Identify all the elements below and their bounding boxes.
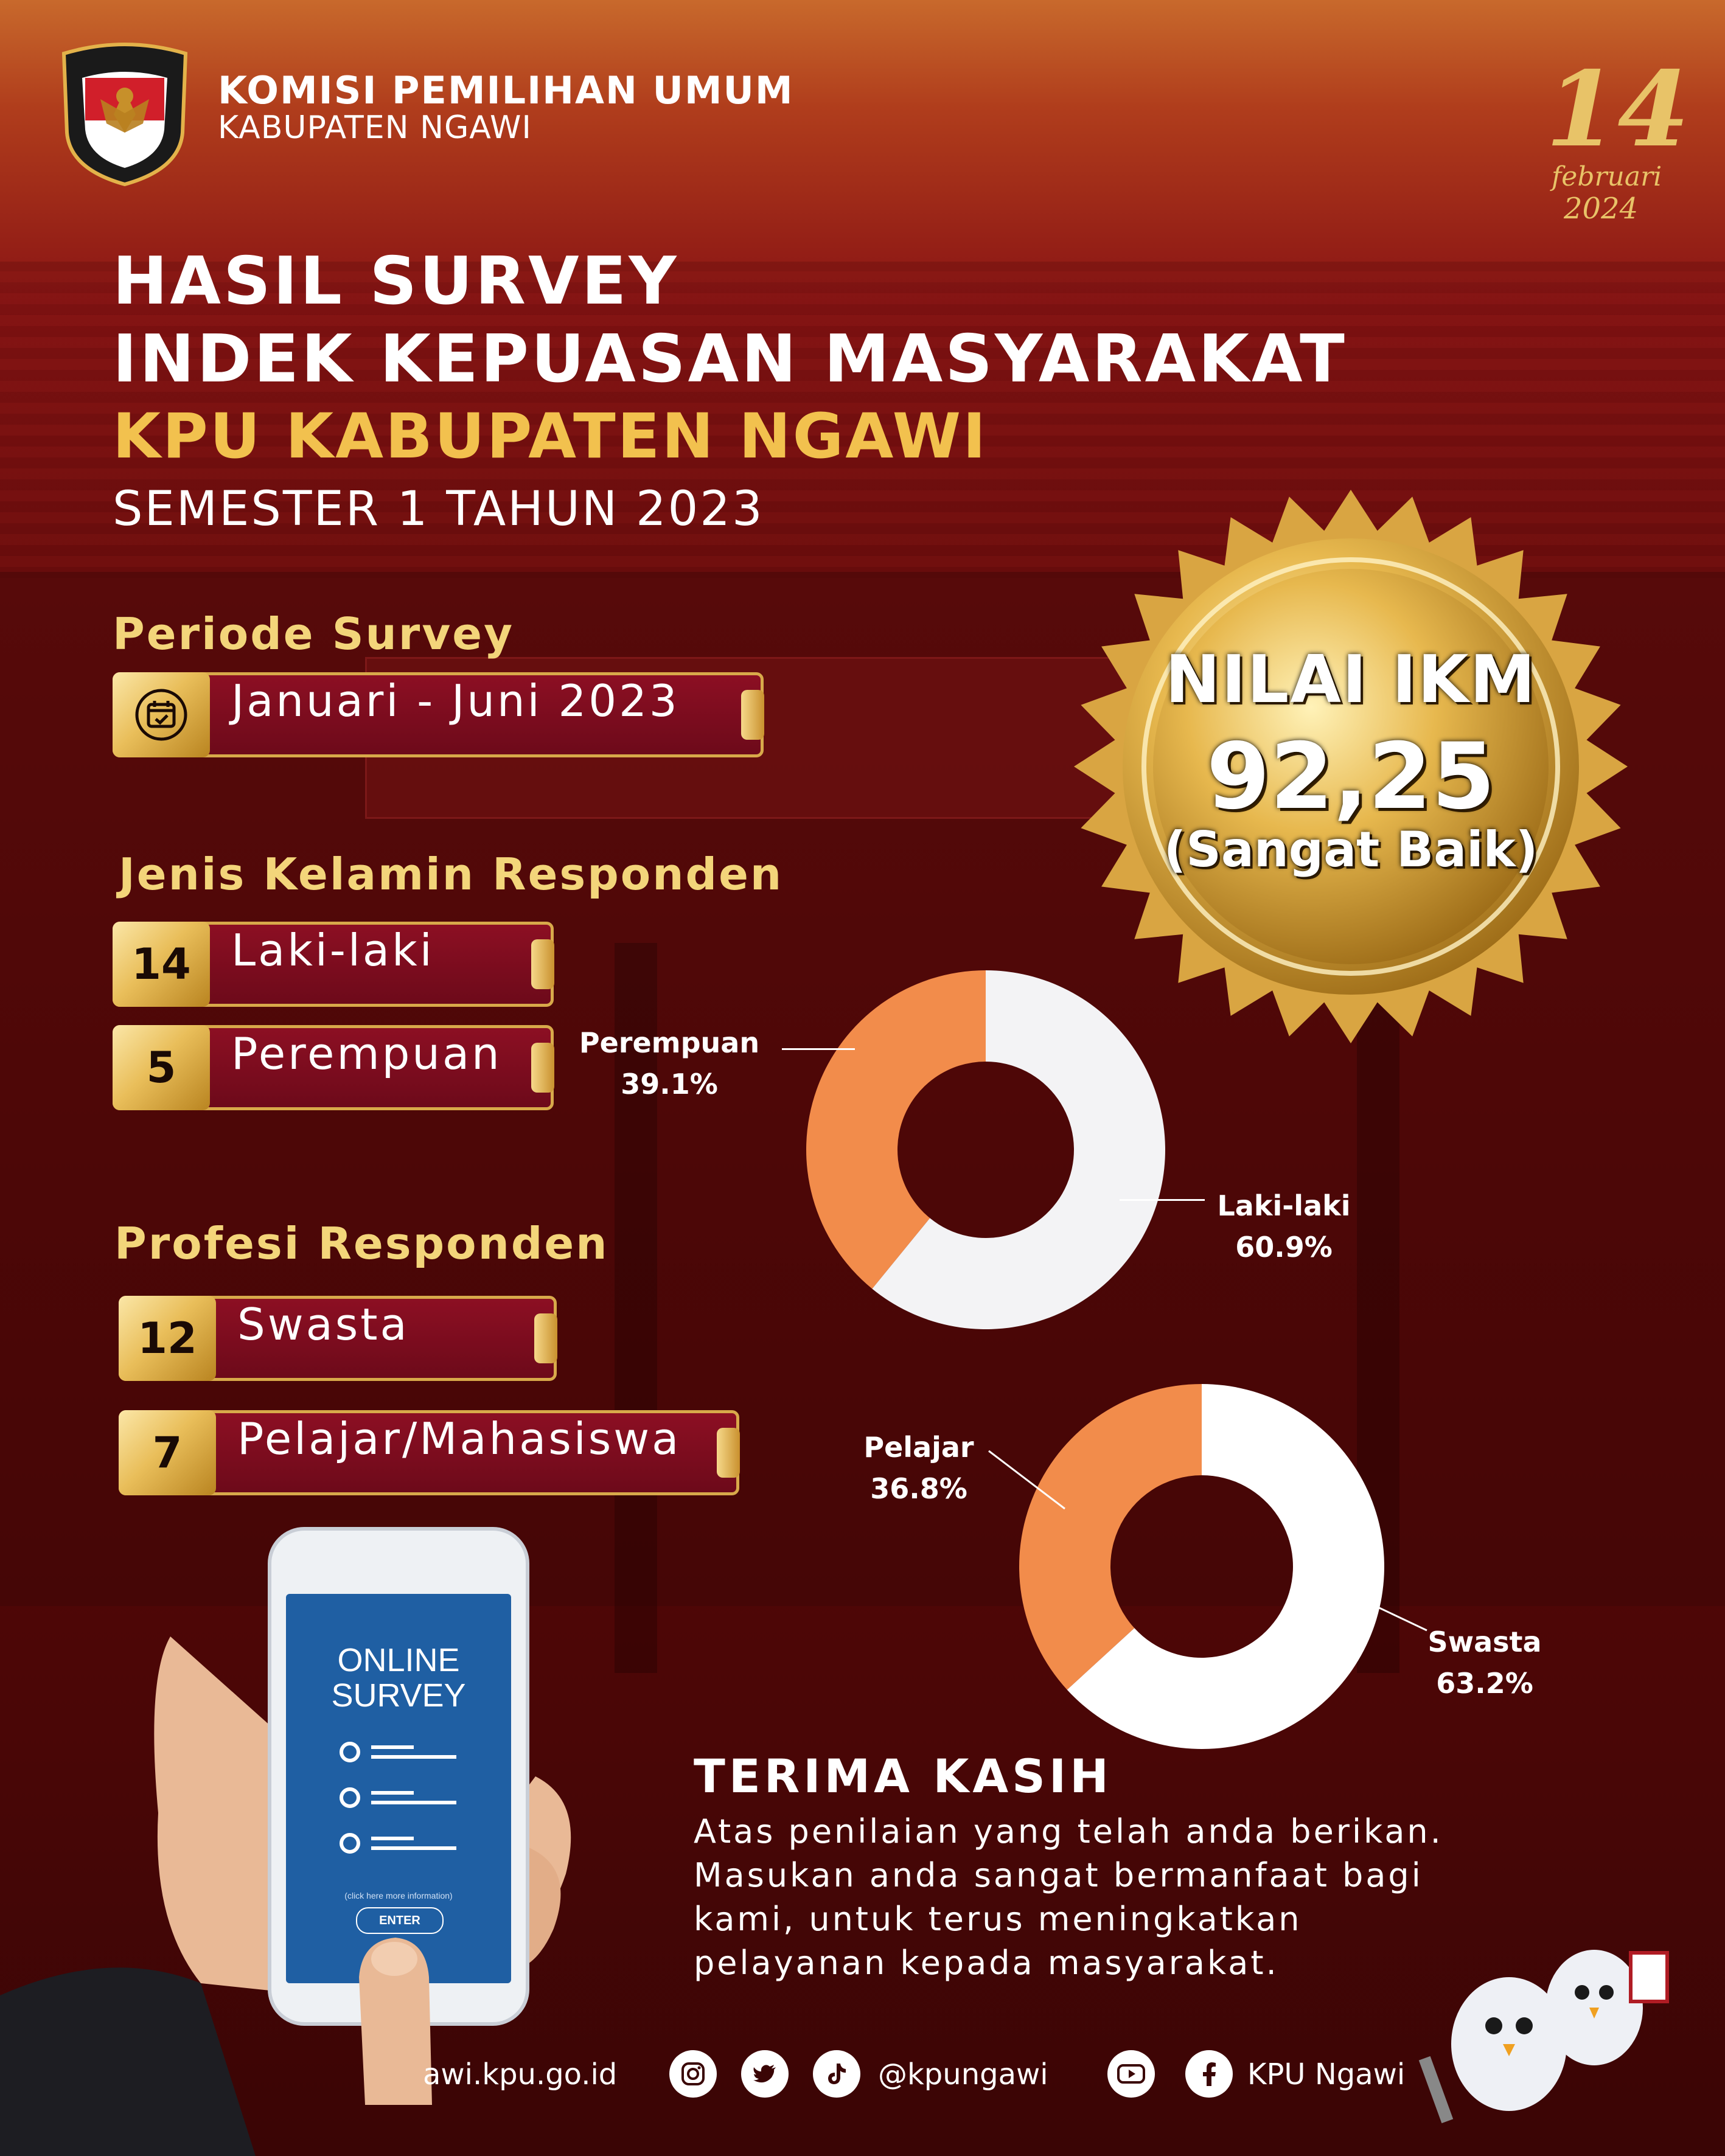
profesi-count-pelajar: 7 — [119, 1410, 216, 1495]
profesi-count-swasta: 12 — [119, 1296, 216, 1381]
ikm-grade: (Sangat Baik) — [1163, 821, 1538, 878]
election-month: februari — [1552, 161, 1662, 192]
youtube-glyph-icon — [1117, 2062, 1146, 2086]
thanks-line-1: Atas penilaian yang telah anda berikan. — [694, 1812, 1443, 1851]
chart1-category-laki: Laki-laki — [1217, 1189, 1351, 1222]
profesi-label-swasta: Swasta — [237, 1299, 409, 1350]
footer-handle[interactable]: @kpungawi — [878, 2057, 1048, 2092]
thanks-heading: TERIMA KASIH — [694, 1749, 1112, 1803]
chart2-value-swasta: 63.2% — [1436, 1667, 1533, 1700]
gender-count-male: 14 — [113, 922, 210, 1007]
facebook-glyph-icon — [1197, 2060, 1221, 2087]
chart2-value-pelajar: 36.8% — [870, 1472, 967, 1505]
election-year: 2024 — [1564, 192, 1639, 226]
chart2-category-pelajar: Pelajar — [863, 1431, 974, 1464]
twitter-icon[interactable] — [741, 2050, 789, 2098]
enter-button[interactable]: ENTER — [356, 1907, 444, 1934]
chart1-value-laki: 60.9% — [1235, 1231, 1333, 1264]
twitter-glyph-icon — [751, 2060, 778, 2087]
profession-donut-chart — [1016, 1381, 1387, 1752]
title-line-4: SEMESTER 1 TAHUN 2023 — [113, 482, 764, 537]
chart1-value-perempuan: 39.1% — [621, 1068, 718, 1101]
survey-options-icon — [329, 1734, 469, 1868]
election-date-mark — [1546, 49, 1690, 243]
kpu-logo — [58, 41, 192, 187]
pill-cap — [741, 690, 764, 740]
footer-channel[interactable]: KPU Ngawi — [1247, 2057, 1406, 2092]
gender-label-female: Perempuan — [231, 1028, 502, 1079]
donut-slice-pelajar — [1019, 1384, 1202, 1690]
profesi-heading: Profesi Responden — [114, 1218, 609, 1269]
footer-website[interactable]: awi.kpu.go.id — [423, 2057, 618, 2092]
gender-pill-female — [113, 1025, 554, 1110]
gender-count-female: 5 — [113, 1025, 210, 1110]
chart1-category-perempuan: Perempuan — [579, 1026, 760, 1059]
thanks-line-3: kami, untuk terus meningkatkan — [694, 1900, 1302, 1938]
chart2-label-pelajar — [828, 1427, 1010, 1509]
election-day: 14 — [1546, 49, 1690, 170]
thanks-line-4: pelayanan kepada masyarakat. — [694, 1944, 1279, 1982]
phone-screen-line-2: SURVEY — [331, 1677, 466, 1714]
periode-badge — [113, 672, 210, 757]
chart2-category-swasta: Swasta — [1427, 1626, 1542, 1658]
gender-donut-chart — [803, 967, 1168, 1332]
phone-screen-title — [286, 1643, 511, 1713]
chart1-label-laki — [1193, 1185, 1375, 1268]
chart1-label-perempuan — [566, 1022, 773, 1105]
instagram-icon[interactable] — [669, 2050, 717, 2098]
profesi-pill-pelajar — [119, 1410, 739, 1495]
title-line-3: KPU KABUPATEN NGAWI — [113, 400, 988, 473]
chart1-leader-laki — [1120, 1199, 1205, 1201]
gender-label-male: Laki-laki — [231, 925, 434, 976]
chart2-leader-swasta — [1366, 1600, 1433, 1636]
facebook-icon[interactable] — [1185, 2050, 1233, 2098]
profesi-label-pelajar: Pelajar/Mahasiswa — [237, 1413, 681, 1464]
phone-screen-line-1: ONLINE — [337, 1642, 460, 1678]
ikm-value: 92,25 — [1206, 724, 1496, 830]
pill-cap — [531, 1043, 554, 1093]
chart1-leader-perempuan — [782, 1048, 855, 1050]
chart2-leader-pelajar — [986, 1448, 1071, 1515]
periode-value: Januari - Juni 2023 — [231, 675, 680, 726]
gender-heading: Jenis Kelamin Responden — [119, 849, 784, 900]
youtube-icon[interactable] — [1107, 2050, 1155, 2098]
ikm-label: NILAI IKM — [1165, 642, 1537, 718]
thanks-line-2: Masukan anda sangat bermanfaat bagi — [694, 1856, 1423, 1894]
mascot-illustration — [1418, 1916, 1673, 2129]
gender-pill-male — [113, 922, 554, 1007]
pill-cap — [534, 1313, 557, 1363]
tiktok-icon[interactable] — [813, 2050, 860, 2098]
calendar-check-icon — [134, 687, 189, 742]
pill-cap — [531, 939, 554, 989]
title-line-1: HASIL SURVEY — [113, 243, 679, 319]
profesi-pill-swasta — [119, 1296, 557, 1381]
org-name: KOMISI PEMILIHAN UMUM — [218, 68, 794, 113]
phone-hint: (click here more information) — [344, 1891, 453, 1900]
title-line-2: INDEK KEPUASAN MASYARAKAT — [113, 321, 1347, 397]
org-subtitle: KABUPATEN NGAWI — [218, 110, 532, 146]
instagram-glyph-icon — [680, 2060, 706, 2087]
periode-pill — [113, 672, 764, 757]
tiktok-glyph-icon — [823, 2060, 850, 2087]
pill-cap — [717, 1428, 740, 1478]
periode-heading: Periode Survey — [113, 608, 515, 659]
